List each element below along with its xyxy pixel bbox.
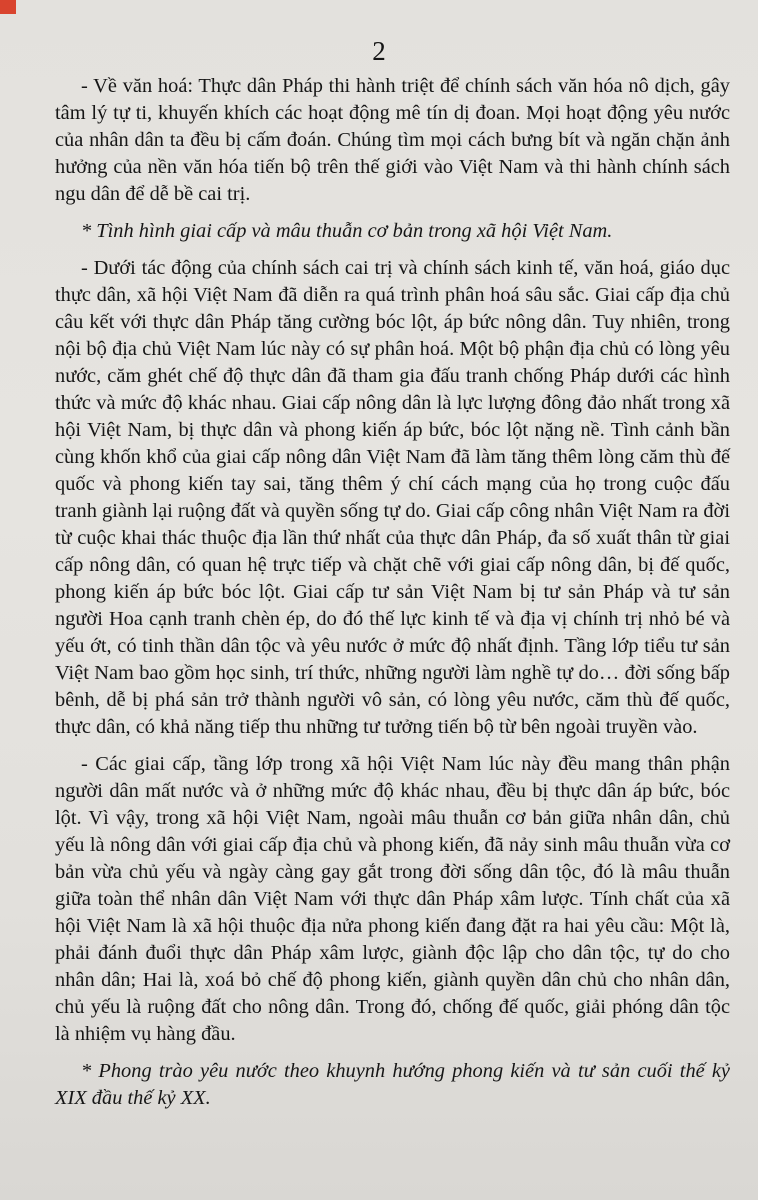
document-body: [55, 73, 730, 1122]
paragraph-social-contradictions: - Các giai cấp, tầng lớp trong xã hội Việt Nam lúc này đều mang thân phận người dân mất nước và ở những mức độ khác nhau, đều bị thực dân áp bức, bóc lột. Vì vậy, trong xã hội Việt Nam, ngoài mâu thuẫn cơ bản giữa nhân dân, chủ yếu là nông dân với giai cấp địa chủ và phong kiến, đã nảy sinh mâu thuẫn vừa cơ bản vừa chủ yếu và ngày càng gay gắt trong đời sống dân tộc, đó là mâu thuẫn giữa toàn thể nhân dân Việt Nam với thực dân Pháp xâm lược. Tính chất của xã hội Việt Nam là xã hội thuộc địa nửa phong kiến đang đặt ra hai yêu cầu: Một là, phải đánh đuổi thực dân Pháp xâm lược, giành độc lập cho dân tộc, tự do cho nhân dân; Hai là, xoá bỏ chế độ phong kiến, giành quyền dân chủ cho nhân dân, chủ yếu là ruộng đất cho nông dân. Trong đó, chống đế quốc, giải phóng dân tộc là nhiệm vụ hàng đầu.: [55, 753, 730, 1045]
paragraph-class-differentiation: - Dưới tác động của chính sách cai trị và chính sách kinh tế, văn hoá, giáo dục thực dân, xã hội Việt Nam đã diễn ra quá trình phân hoá sâu sắc. Giai cấp địa chủ câu kết với thực dân Pháp tăng cường bóc lột, áp bức nông dân. Tuy nhiên, trong nội bộ địa chủ Việt Nam lúc này có sự phân hoá. Một bộ phận địa chủ có lòng yêu nước, căm ghét chế độ thực dân đã tham gia đấu tranh chống Pháp dưới các hình thức và mức độ khác nhau. Giai cấp nông dân là lực lượng đông đảo nhất trong xã hội Việt Nam, bị thực dân và phong kiến áp bức, bóc lột nặng nề. Tình cảnh bần cùng khốn khổ của giai cấp nông dân Việt Nam đã làm tăng thêm lòng căm thù đế quốc và phong kiến tay sai, tăng thêm ý chí cách mạng của họ trong cuộc đấu tranh giành lại ruộng đất và quyền sống tự do. Giai cấp công nhân Việt Nam ra đời từ cuộc khai thác thuộc địa lần thứ nhất của thực dân Pháp, đa số xuất thân từ giai cấp nông dân, có quan hệ trực tiếp và chặt chẽ với giai cấp nông dân, bị đế quốc, phong kiến áp bức bóc lột. Giai cấp tư sản Việt Nam bị tư sản Pháp và tư sản người Hoa cạnh tranh chèn ép, do đó thế lực kinh tế và địa vị chính trị nhỏ bé và yếu ớt, có tinh thần dân tộc và yêu nước ở mức độ nhất định. Tầng lớp tiểu tư sản Việt Nam bao gồm học sinh, trí thức, những người làm nghề tự do… đời sống bấp bênh, dễ bị phá sản trở thành người vô sản, có lòng yêu nước, căm thù đế quốc, thực dân, có khả năng tiếp thu những tư tưởng tiến bộ từ bên ngoài truyền vào.: [55, 257, 730, 738]
red-corner-mark: [0, 0, 16, 14]
section-heading-patriotic-movement: * Phong trào yêu nước theo khuynh hướng phong kiến và tư sản cuối thế kỷ XIX đầu thế kỷ XX.: [55, 1060, 730, 1109]
page-number: 2: [372, 36, 386, 66]
paragraph-culture: - Về văn hoá: Thực dân Pháp thi hành triệt để chính sách văn hóa nô dịch, gây tâm lý tự ti, khuyến khích các hoạt động mê tín dị đoan. Mọi hoạt động yêu nước của nhân dân ta đều bị cấm đoán. Chúng tìm mọi cách bưng bít và ngăn chặn ảnh hưởng của nền văn hóa tiến bộ trên thế giới vào Việt Nam và thi hành chính sách ngu dân để dễ bề cai trị.: [55, 75, 730, 205]
section-heading-class-situation: * Tình hình giai cấp và mâu thuẫn cơ bản trong xã hội Việt Nam.: [81, 220, 613, 242]
